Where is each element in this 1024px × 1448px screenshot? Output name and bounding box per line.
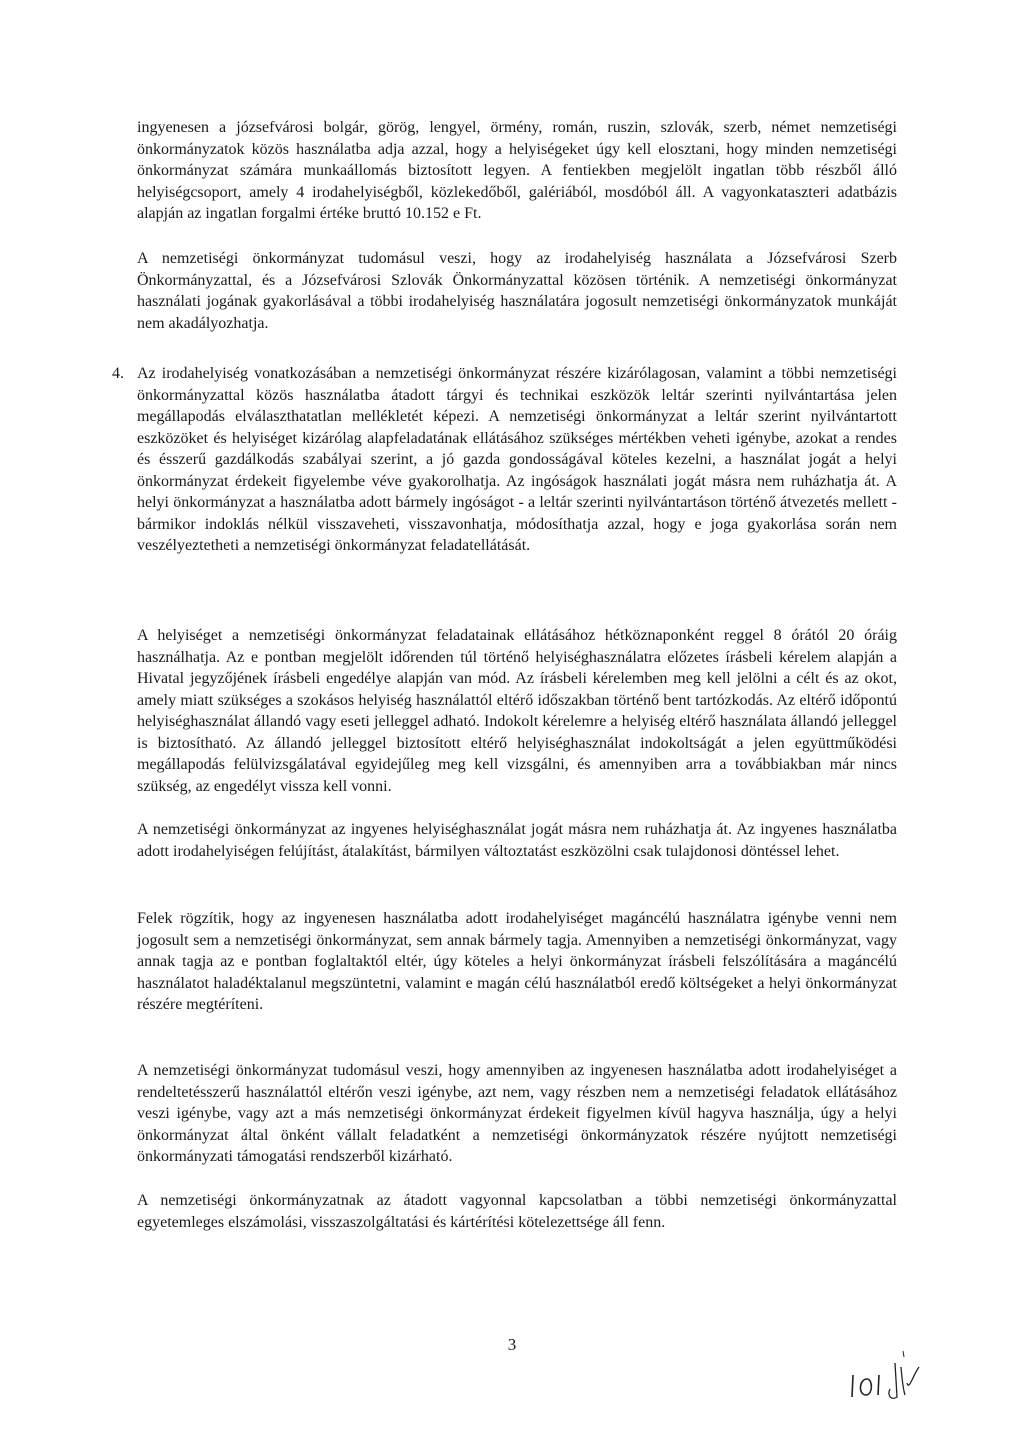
paragraph-usage-hours: A helyiséget a nemzetiségi önkormányzat feladatainak ellátásához hétköznaponként reggel 8 órától 20 óráig használhatja. Az e pontban megjelölt időrenden túl történő helyiséghasználatra előzetes írásbeli kérelem alapján a Hivatal jegyzőjének írásbeli engedélye alapján van mód. Az írásbeli kérelemben meg kell jelölni a célt és az okot, amely miatt szükséges a szokásos helyiség használattól eltérő időszakban történő bent tartózkodás. Az eltérő időpontú helyiséghasználat állandó vagy eseti jelleggel adható. Indokolt kérelemre a helyiség eltérő használata állandó jelleggel is biztosítható. Az állandó jelleggel biztosított eltérő helyiséghasználat indokoltságát a jelen együttműködési megállapodás felülvizsgálatával egyidejűleg meg kell vizsgálni, és amennyiben arra a továbbiakban már nincs szükség, az engedélyt vissza kell vonni. <box>137 627 897 795</box>
handwritten-initials <box>845 1345 925 1405</box>
paragraph-private-use: Felek rögzítik, hogy az ingyenesen használatba adott irodahelyiséget magáncélú használatra igénybe venni nem jogosult sem a nemzetiségi önkormányzat, sem annak bármely tagja. Amennyiben a nemzetiségi önkormányzat, vagy annak tagja az e pontban foglaltaktól eltér, úgy köteles a helyi önkormányzat írásbeli felszólítására a magáncélú használatot haladéktalanul megszüntetni, valamint e magán célú használatból eredő költségeket a helyi önkormányzat részére megtéríteni. <box>137 910 897 1013</box>
paragraph-no-transfer: A nemzetiségi önkormányzat az ingyenes helyiséghasználat jogát másra nem ruházhatja át. Az ingyenes használatba adott irodahelyiségen felújítást, átalakítást, bármilyen változtatást eszközölni csak tulajdonosi döntéssel lehet. <box>137 821 897 860</box>
paragraph-shared-use: A nemzetiségi önkormányzat tudomásul veszi, hogy az irodahelyiség használata a Józsefvárosi Szerb Önkormányzattal, és a Józsefvárosi Szlovák Önkormányzattal közösen történik. A nemzetiségi önkormányzat használati jogának gyakorlásával a többi irodahelyiség használatára jogosult nemzetiségi önkormányzatok munkáját nem akadályozhatja. <box>137 250 897 332</box>
paragraph-intro: ingyenesen a józsefvárosi bolgár, görög, lengyel, örmény, román, ruszin, szlovák, szerb, német nemzetiségi önkormányzatok közös használatba adja azzal, hogy a helyiségeket úgy kell elosztani, hogy minden nemzetiségi önkormányzat számára munkaállomás biztosított legyen. A fentiekben megjelölt ingatlan több részből álló helyiségcsoport, amely 4 irodahelyiségből, közlekedőből, galériából, mosdóból áll. A vagyonkataszteri adatbázis alapján az ingatlan forgalmi értéke bruttó 10.152 e Ft. <box>137 119 897 222</box>
paragraph-liability: A nemzetiségi önkormányzatnak az átadott vagyonnal kapcsolatban a többi nemzetiségi önkormányzattal egyetemleges elszámolási, visszaszolgáltatási és kártérítési kötelezettsége áll fenn. <box>137 1192 897 1231</box>
page-number: 3 <box>507 1335 517 1354</box>
paragraph-exclusion: A nemzetiségi önkormányzat tudomásul veszi, hogy amennyiben az ingyenesen használatba adott irodahelyiséget a rendeltetésszerű használattól eltérőn veszi igénybe, azt nem, vagy részben nem a nemzetiségi feladatok ellátásához veszi igénybe, vagy azt a más nemzetiségi önkormányzat érdekeit figyelmen kívül hagyva használja, úgy a helyi önkormányzat által önként vállalt feladatként a nemzetiségi önkormányzatok részére nyújtott nemzetiségi önkormányzati támogatási rendszerből kizárható. <box>137 1062 897 1165</box>
section-number: 4. <box>112 365 124 382</box>
paragraph-section-4: Az irodahelyiség vonatkozásában a nemzetiségi önkormányzat részére kizárólagosan, valamint a többi nemzetiségi önkormányzattal közös használatba átadott tárgyi és technikai eszközök leltár szerinti nyilvántartása jelen megállapodás elválaszthatatlan mellékletét képezi. A nemzetiségi önkormányzat a leltár szerint nyilvántartott eszközöket és helyiséget kizárólag alapfeladatának ellátásához szükséges mértékben veheti igénybe, azokat a rendes és ésszerű gazdálkodás szabályai szerint, a jó gazda gondosságával köteles kezelni, a használat jogát a helyi önkormányzat érdekeit figyelembe véve gyakorolhatja. Az ingóságok használati jogát másra nem ruházhatja át. A helyi önkormányzat a használatba adott bármely ingóságot - a leltár szerinti nyilvántartáson történő átvezetés mellett - bármikor indoklás nélkül visszaveheti, visszavonhatja, módosíthatja azzal, hogy e joga gyakorlása során nem veszélyeztetheti a nemzetiségi önkormányzat feladatellátását. <box>137 365 897 554</box>
